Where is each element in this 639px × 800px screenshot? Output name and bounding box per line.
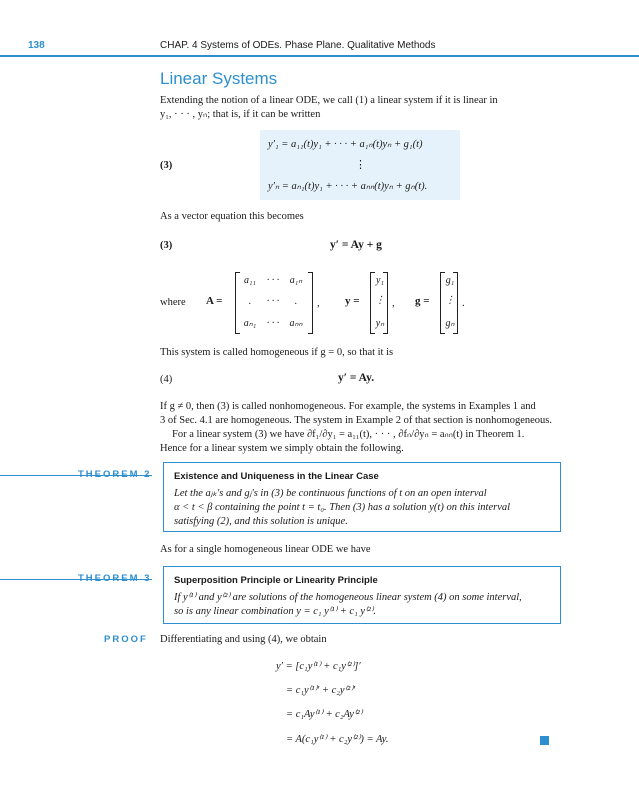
- header-rule: [0, 55, 639, 57]
- vector-g-label: g =: [415, 295, 430, 307]
- section-title: Linear Systems: [160, 69, 278, 88]
- theorem-2-line2: α < t < β containing the point t = t₀. Then (3) has a solution y(t) on this interval: [174, 502, 511, 513]
- theorem-3-line1: If y⁽¹⁾ and y⁽²⁾ are solutions of the homogeneous linear system (4) on some interval,: [174, 592, 522, 603]
- running-head: CHAP. 4 Systems of ODEs. Phase Plane. Qualitative Methods: [160, 40, 436, 51]
- theorem-2-body: [174, 487, 554, 529]
- proof-line-3: = c₁Ay⁽¹⁾ + c₂Ay⁽²⁾: [286, 709, 363, 720]
- paragraph-nonhomogeneous-line2: 3 of Sec. 4.1 are homogeneous. The system in Example 2 of that section is nonhomogeneous.: [160, 415, 553, 426]
- page-number: 138: [28, 40, 45, 51]
- paragraph-superposition-intro: As for a single homogeneous linear ODE we have: [160, 544, 371, 555]
- matrix-A-cell: · · ·: [266, 296, 280, 307]
- qed-square-icon: [540, 736, 549, 745]
- vector-g-cell: ⋮: [445, 295, 455, 306]
- paragraph-intro-line2: y₁, · · · , yₙ; that is, if it can be written: [160, 109, 321, 120]
- paragraph-nonhomogeneous-line4: Hence for a linear system we simply obtain the following.: [160, 443, 404, 454]
- matrix-A-cell: aₙ₁: [243, 318, 257, 329]
- matrix-A-bracket-right: [308, 272, 313, 334]
- equation-4: y′ = Ay.: [338, 372, 375, 384]
- equation-3v-number: (3): [160, 240, 173, 251]
- paragraph-nonhomogeneous: [160, 400, 570, 456]
- equation-3v: y′ = Ay + g: [330, 239, 382, 251]
- paragraph-nonhomogeneous-line1: If g ≠ 0, then (3) is called nonhomogeneous. For example, the systems in Examples 1 and: [160, 401, 536, 412]
- vector-y-cell: yₙ: [375, 318, 385, 329]
- vector-y-label: y =: [345, 295, 360, 307]
- paragraph-nonhomogeneous-line3: For a linear system (3) we have ∂f₁/∂y₁ = a₁₁(t), · · · , ∂fₙ/∂yₙ = aₙₙ(t) in Theorem 1.: [172, 429, 525, 440]
- matrix-A-label: A =: [206, 295, 223, 307]
- equation-3-row2: y′ₙ = aₙ₁(t)y₁ + · · · + aₙₙ(t)yₙ + gₙ(t).: [268, 181, 428, 192]
- theorem-3-tag: THEOREM 3: [78, 573, 152, 584]
- matrix-A-comma: ,: [317, 297, 320, 309]
- theorem-2-line3: satisfying (2), and this solution is unique.: [174, 516, 348, 527]
- matrix-A-cell: a₁₁: [244, 275, 256, 286]
- matrix-A-cell: .: [294, 296, 298, 307]
- matrix-A-cell: · · ·: [266, 318, 280, 329]
- proof-tag: PROOF: [104, 634, 148, 645]
- equation-3-number: (3): [160, 160, 173, 171]
- proof-intro: Differentiating and using (4), we obtain: [160, 634, 327, 645]
- theorem-2-tag: THEOREM 2: [78, 469, 152, 480]
- matrix-A-cell: · · ·: [266, 275, 280, 286]
- theorem-2-title: Existence and Uniqueness in the Linear Case: [174, 471, 379, 482]
- theorem-2-line1: Let the aⱼₖ's and gⱼ's in (3) be continuous functions of t on an open interval: [174, 488, 487, 499]
- equation-3-row1: y′₁ = a₁₁(t)y₁ + · · · + a₁ₙ(t)yₙ + g₁(t): [268, 139, 423, 150]
- proof-line-1: y′ = [c₁y⁽¹⁾ + c₁y⁽²⁾]′: [276, 661, 361, 672]
- matrix-A-cell: aₙₙ: [289, 318, 303, 329]
- matrix-A-cell: a₁ₙ: [289, 275, 303, 286]
- vector-g-cell: gₙ: [445, 318, 455, 329]
- paragraph-intro: [160, 94, 560, 122]
- theorem-3-body: [174, 591, 554, 619]
- where-label: where: [160, 297, 186, 308]
- vector-g-period: .: [462, 297, 465, 309]
- paragraph-vector: As a vector equation this becomes: [160, 211, 304, 222]
- vector-y-comma: ,: [392, 297, 395, 309]
- matrix-A-cell: .: [248, 296, 252, 307]
- vector-y-cell: y₁: [376, 275, 384, 286]
- theorem-3-title: Superposition Principle or Linearity Principle: [174, 575, 378, 586]
- equation-4-number: (4): [160, 374, 173, 385]
- paragraph-intro-line1: Extending the notion of a linear ODE, we call (1) a linear system if it is linear in: [160, 95, 498, 106]
- equation-3-dots: ⋮: [355, 159, 366, 171]
- theorem-3-line2: so is any linear combination y = c₁ y⁽¹⁾ + c₁ y⁽²⁾.: [174, 606, 376, 617]
- proof-line-2: = c₁y⁽¹⁾′ + c₂y⁽²⁾′: [286, 685, 356, 696]
- vector-g-cell: g₁: [445, 275, 455, 286]
- vector-y-cell: ⋮: [375, 295, 385, 306]
- paragraph-homogeneous: This system is called homogeneous if g = 0, so that it is: [160, 347, 394, 358]
- proof-line-4: = A(c₁y⁽¹⁾ + c₂y⁽²⁾) = Ay.: [286, 734, 389, 745]
